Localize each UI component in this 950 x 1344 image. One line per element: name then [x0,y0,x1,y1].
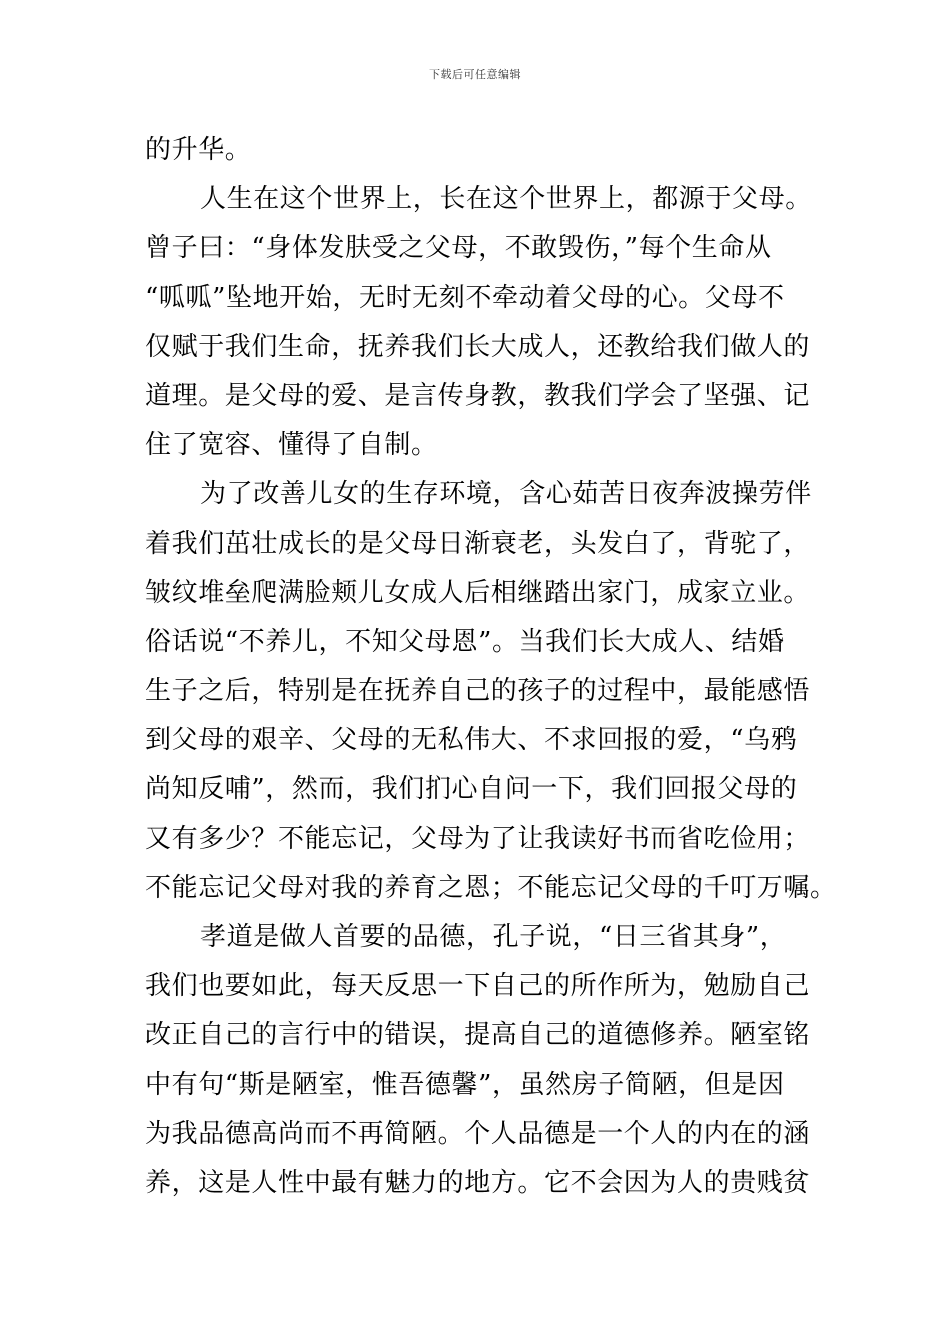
text-line: 曾子曰：“身体发肤受之父母，不敢毁伤，”每个生命从 [145,233,772,264]
text-line: 我们也要如此，每天反思一下自己的所作所为，勉励自己 [145,971,811,1002]
text-line: 的升华。 [145,135,252,165]
text-line: 不能忘记父母对我的养育之恩；不能忘记父母的千叮万嘱。 [145,872,837,903]
text-line: 着我们茁壮成长的是父母日渐衰老，头发白了，背驼了， [145,528,811,559]
paragraph-first-line: 为了改善儿女的生存环境，含心茹苦日夜奔波操劳伴 [200,479,812,510]
page-header: 下载后可任意编辑 [429,68,521,81]
text-line: 又有多少？不能忘记，父母为了让我读好书而省吃俭用； [145,823,811,854]
text-line: 仅赋于我们生命，抚养我们长大成人，还教给我们做人的 [145,331,811,362]
text-line: 住了宽容、懂得了自制。 [145,430,438,461]
text-line: 改正自己的言行中的错误，提高自己的道德修养。陋室铭 [145,1020,811,1051]
text-line: 皱纹堆垒爬满脸颊儿女成人后相继踏出家门，成家立业。 [145,577,811,608]
text-line: 到父母的艰辛、父母的无私伟大、不求回报的爱，“乌鸦 [145,725,798,756]
body-text [145,126,837,1208]
text-line: 俗话说“不养儿，不知父母恩”。当我们长大成人、结婚 [145,626,785,657]
text-line: “呱呱”坠地开始，无时无刻不牵动着父母的心。父母不 [145,282,785,313]
paragraph-first-line: 人生在这个世界上，长在这个世界上，都源于父母。 [200,184,812,215]
text-line: 道理。是父母的爱、是言传身教，教我们学会了坚强、记 [145,380,811,411]
text-line: 中有句“斯是陋室，惟吾德馨”，虽然房子简陋，但是因 [145,1069,785,1100]
text-line: 生子之后，特别是在抚养自己的孩子的过程中，最能感悟 [145,676,811,707]
text-line: 为我品德高尚而不再简陋。个人品德是一个人的内在的涵 [145,1118,811,1149]
text-line: 养，这是人性中最有魅力的地方。它不会因为人的贵贱贫 [145,1167,811,1198]
paragraph-first-line: 孝道是做人首要的品德，孔子说，“日三省其身”， [200,922,787,952]
text-line: 尚知反哺”，然而，我们扪心自问一下，我们回报父母的 [145,774,798,805]
